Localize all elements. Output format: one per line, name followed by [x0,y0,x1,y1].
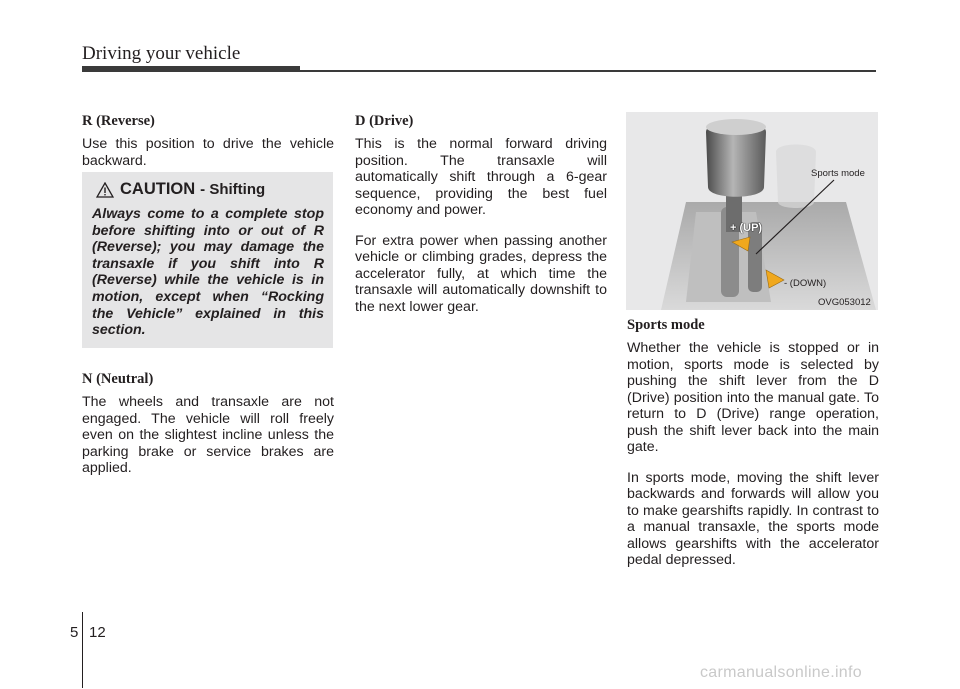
neutral-text: The wheels and transaxle are not engaged. The vehicle will roll freely even on the slightest incline unless the parking brake or service brakes are applied. [82,394,334,476]
reverse-heading: R (Reverse) [82,113,155,129]
caution-label: CAUTION [120,180,196,198]
neutral-heading: N (Neutral) [82,371,154,387]
column-left-lower [82,370,334,491]
header-title: Driving your vehicle [82,43,241,64]
label-up: + (UP) [730,222,763,234]
shift-lever-figure [626,112,878,310]
warning-triangle-icon [96,182,114,198]
column-right [627,316,879,583]
watermark: carmanualsonline.info [700,664,862,681]
drive-heading: D (Drive) [355,113,414,129]
reverse-text: Use this position to drive the vehicle backward. [82,136,334,169]
drive-text-2: For extra power when passing another vehicle or climbing grades, depress the accelerator fully, at which time the transaxle will automatically downshift to the next lower gear. [355,232,607,315]
page-number: 12 [89,624,106,641]
caution-box [82,172,333,348]
header-bar [82,66,300,72]
column-middle [355,112,607,329]
caution-subtitle: - Shifting [200,181,266,198]
figure-code: OVG053012 [818,297,871,308]
page-number-divider [82,612,83,688]
header-rule [300,70,876,72]
sports-text-2: In sports mode, moving the shift lever backwards and forwards will allow you to make gearshifts rapidly. In contrast to a manual transaxle, the sports mode allows gearshifts with the accelerator pedal depressed. [627,469,879,568]
chapter-number: 5 [70,624,79,641]
sports-heading: Sports mode [627,317,705,333]
label-sports-mode: Sports mode [811,168,865,179]
label-down: - (DOWN) [784,278,827,289]
caution-text: Always come to a complete stop before shifting into or out of R (Reverse); you may damage the transaxle if you shift into R (Reverse) while the vehicle is in motion, except when “Rocking the Vehicle” explained in this section. [92,206,324,339]
caution-title [96,180,265,199]
shift-lever-illustration [626,112,878,310]
sports-text: Whether the vehicle is stopped or in motion, sports mode is selected by pushing the shift lever from the D (Drive) position into the manual gate. To return to D (Drive) range operation, push the shift lever back into the main gate. [627,340,879,455]
drive-text: This is the normal forward driving position. The transaxle will automatically shift through a 6-gear sequence, providing the best fuel economy and power. [355,136,607,218]
